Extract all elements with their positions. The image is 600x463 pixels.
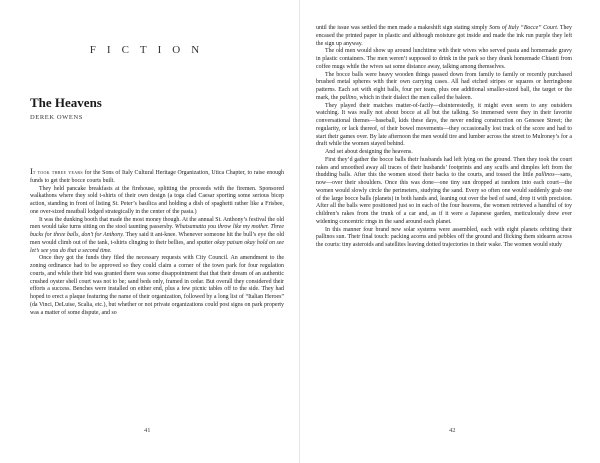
paragraph	[316, 72, 572, 103]
right-text-column	[316, 25, 572, 250]
italic-sign-text: Sons of Italy “Bocce” Court.	[489, 25, 559, 31]
paragraph	[316, 157, 572, 227]
paragraph: They held pancake breakfasts at the firehouse, splitting the proceeds with the firemen. Sponsored walkathons where they sold t-shirts of their own design (a toga clad Caesar sporting some serious bicep action, standing in front of listing St. Peter’s basilica and holding a dish of spaghetti rather like a Frisbee, one over-sized meatball lodged strategically in the center of the pasta.)	[30, 185, 284, 215]
paragraph: Once they got the funds they filed the necessary requests with City Council. An amendment to the zoning ordinance had to be approved so they could claim a corner of the town park for four regulation courts, and while their bid was granted there was some disappointment that that their dream of an authentic crushed oyster shell court was not to be; sand beds only, framed in cedar. But overall they considered their efforts a success. Benches were installed on either end, plus a few picnic tables off to the side. They had hoped to erect a plaque featuring the name of their organization, followed by a long list of “Italian Heroes” (da Vinci, DeLuise, Scalia, etc.), but whether or not private organizations could post signs on park property was a matter of some dispute, and so	[30, 255, 284, 316]
paragraph-text: for the Sons of Italy Cultural Heritage Organization, Utica Chapter, to raise enough funds to get their bocce courts built.	[30, 170, 284, 184]
paragraph-text: They encased the printed paper in plastic and although moisture got inside and made the ink run purple they left the sign up anyway.	[316, 25, 572, 47]
paragraph-text: First they’d gather the bocce balls their husbands had left lying on the ground. Then they took the court rakes and smoothed away all traces of their husbands’ footprints and any scuffs and dimples left from the thudding balls. After this the women stood their backs to the courts, and tossed the little	[316, 156, 572, 179]
paragraph-text: The bocce balls were heavy wooden things passed down from family to family or recently purchased brushed metal spheres with their own carrying cases. All had etched stripes or squares or herringbone patterns. Each set with eight balls, four per team, plus one additional smaller-sized ball, the target or the mark, the	[316, 71, 572, 101]
drop-cap: I	[30, 166, 33, 176]
paragraph: And set about designing the heavens.	[325, 149, 413, 155]
author-byline: DEREK OWENS	[30, 114, 83, 121]
page-number: 42	[449, 427, 456, 434]
paragraph-text: It was the dunking booth that made the most money though. At the annual St. Anthony’s festival the old men would take turns sitting on the stool taunting passersby.	[30, 216, 284, 231]
section-label: FICTION	[89, 44, 211, 56]
italic-term: pallino	[339, 94, 357, 101]
opening-smallcaps: t took three years	[32, 170, 83, 176]
paragraph: In this manner four brand new solar systems were assembled, each with eight planets orbiting their pallinos sun. Their final touch: packing acorns and pebbles off the ground and flicking them sidearm across the courts: tiny asteroids and satellites leaving dotted trajectories in their wake. The women would study	[316, 226, 572, 248]
page-number: 41	[144, 427, 151, 434]
paragraph	[30, 168, 284, 186]
paragraph-text: , which in their dialect the men called the baleen.	[356, 94, 473, 101]
italic-dialogue: okay paisan okay hold on see let’s see you do that a second time.	[30, 239, 285, 254]
left-text-column	[30, 168, 284, 317]
paragraph-text: —sans, now—over their shoulders. Once this was done—one tiny sun dropped at random into each court—the women would slowly circle the perimeters, studying the sand. Every so often one would suddenly grab one of the large bocce balls (planets) in both hands and, leaning out over the bed of sand, drop it with precision. After all the balls were positioned just so in each of the four heavens, the women retrieved a handful of toy children’s rakes from the trunk of a car and, as if it were a Japanese garden, meticulously drew ever widening concentric rings in the sand around each planet.	[316, 172, 572, 225]
paragraph-text: until the issue was settled the men made a makeshift sign stating simply	[316, 25, 490, 31]
italic-term: pallinos	[535, 172, 555, 179]
paragraph	[30, 217, 284, 256]
story-title: The Heavens	[30, 95, 102, 110]
italic-dialogue: Whatsamatta you throw like my mother. Three bucks for three balls, don’t for Anthony.	[30, 224, 284, 238]
paragraph	[316, 25, 572, 48]
paragraph-text: They said it ant-knee. Whenever someone hit the bull’s eye the old men would climb out of the tank, t-shirts clinging to their bellies, and sputter	[30, 232, 284, 246]
paragraph: They played their matches matter-of-factly—disinterestedly, it might even seem to any outsiders watching. It was really not about bocce at all but the talking. So immersed were they in their favorite conversational themes—baseball, kids these days, the never ending construction on Genesee Street; the regularity, or lack thereof, of their bowel movements—they occasionally lost track of the score and had to start their games over. By late afternoon the men would tire and lumber across the street to Mulroney’s for a draft while the women stayed behind.	[316, 102, 572, 148]
paragraph: The old men would show up around lunchtime with their wives who served pasta and homemade gravy in plastic containers. The men weren’t supposed to drink in the park so they drank homemade Chianti from coffee mugs while the wives sat some distance away, talking among themselves.	[316, 48, 572, 70]
